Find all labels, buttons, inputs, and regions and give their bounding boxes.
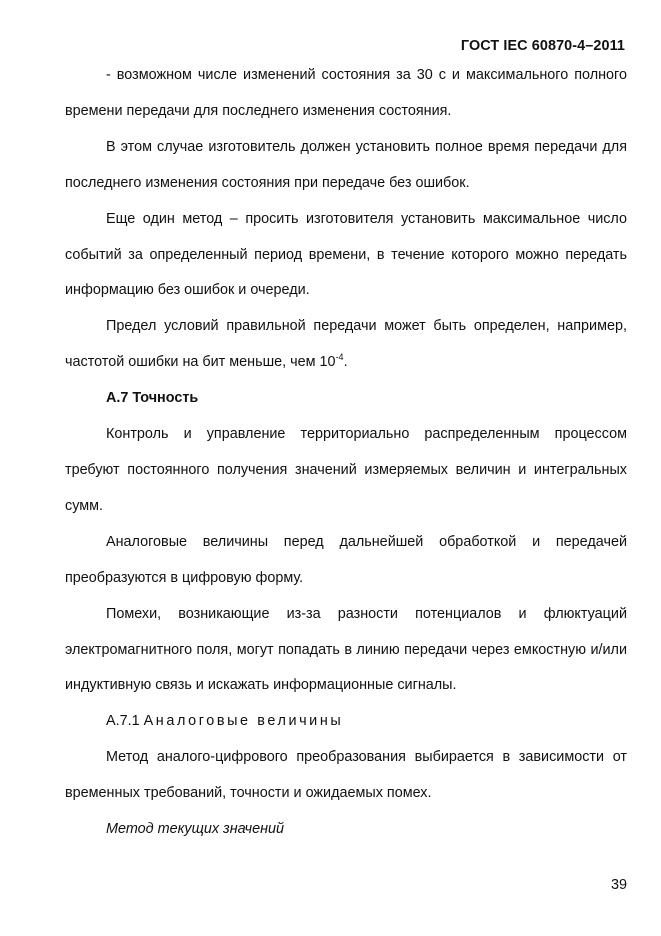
error-rate-exponent: -4: [335, 352, 344, 363]
document-code-header: ГОСТ IEC 60870-4–2011: [460, 38, 625, 54]
paragraph-event-count: Еще один метод – просить изготовителя установить максимальное число событий за определенный период времени, в течение которого можно передать информацию без ошибок и очереди.: [65, 210, 627, 299]
error-rate-text: Предел условий правильной передачи может быть определен, например, частотой ошибки на бит меньше, чем 10: [65, 318, 627, 371]
paragraph-transmission-time: - возможном числе изменений состояния за 30 с и максимального полного времени передачи для последнего изменения состояния.: [65, 67, 627, 119]
section-heading-accuracy: А.7 Точность: [106, 390, 199, 407]
paragraph-adc-method: Метод аналого-цифрового преобразования выбирается в зависимости от временных требований, точности и ожидаемых помех.: [65, 749, 627, 802]
subsection-number: А.7.1: [106, 713, 140, 730]
page-body: [65, 58, 627, 848]
paragraph-process-control: Контроль и управление территориально распределенным процессом требуют постоянного получения значений измеряемых величин и интегральных сумм.: [65, 426, 627, 514]
italic-heading-current-values: Метод текущих значений: [106, 821, 285, 838]
paragraph-error-rate: [65, 309, 627, 381]
error-rate-period: .: [343, 354, 348, 371]
subsection-title: Аналоговые величины: [143, 713, 344, 730]
paragraph-interference: Помехи, возникающие из-за разности потенциалов и флюктуаций электромагнитного поля, могут попадать в линию передачи через емкостную и/или индуктивную связь и искажать информационные сигналы.: [65, 605, 627, 694]
paragraph-analog-conversion: Аналоговые величины перед дальнейшей обработкой и передачей преобразуются в цифровую форму.: [65, 533, 627, 586]
subsection-heading-analog: [65, 704, 627, 740]
page-number: 39: [610, 877, 627, 893]
paragraph-manufacturer-time: В этом случае изготовитель должен установить полное время передачи для последнего изменения состояния при передаче без ошибок.: [65, 138, 627, 191]
